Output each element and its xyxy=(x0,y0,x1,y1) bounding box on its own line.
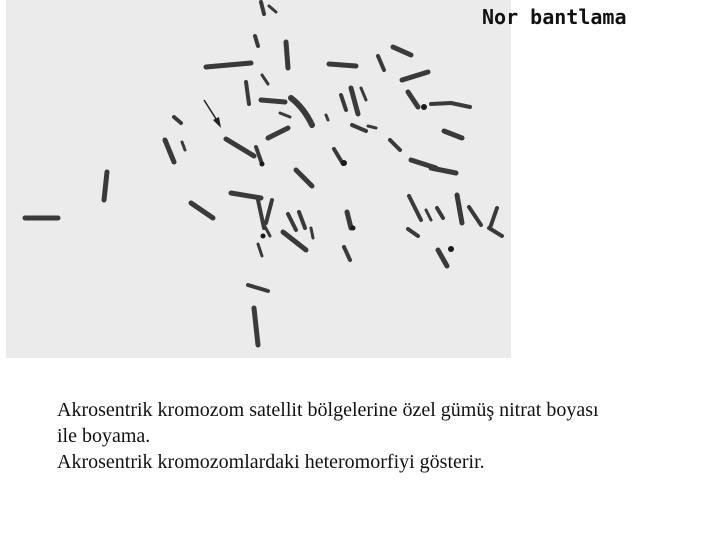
karyotype-photo xyxy=(6,0,511,358)
caption-line-1: Akrosentrik kromozom satellit bölgelerine özel gümüş nitrat boyası xyxy=(57,399,599,421)
arrow-down-right-icon xyxy=(204,100,221,128)
caption-line-2: ile boyama. xyxy=(57,425,151,447)
caption xyxy=(57,397,717,475)
chromosomes xyxy=(25,2,502,345)
caption-line-3: Akrosentrik kromozomlardaki heteromorfiyi gösterir. xyxy=(57,451,485,473)
page-title: Nor bantlama xyxy=(482,5,627,29)
chromosome-spread xyxy=(6,0,511,358)
